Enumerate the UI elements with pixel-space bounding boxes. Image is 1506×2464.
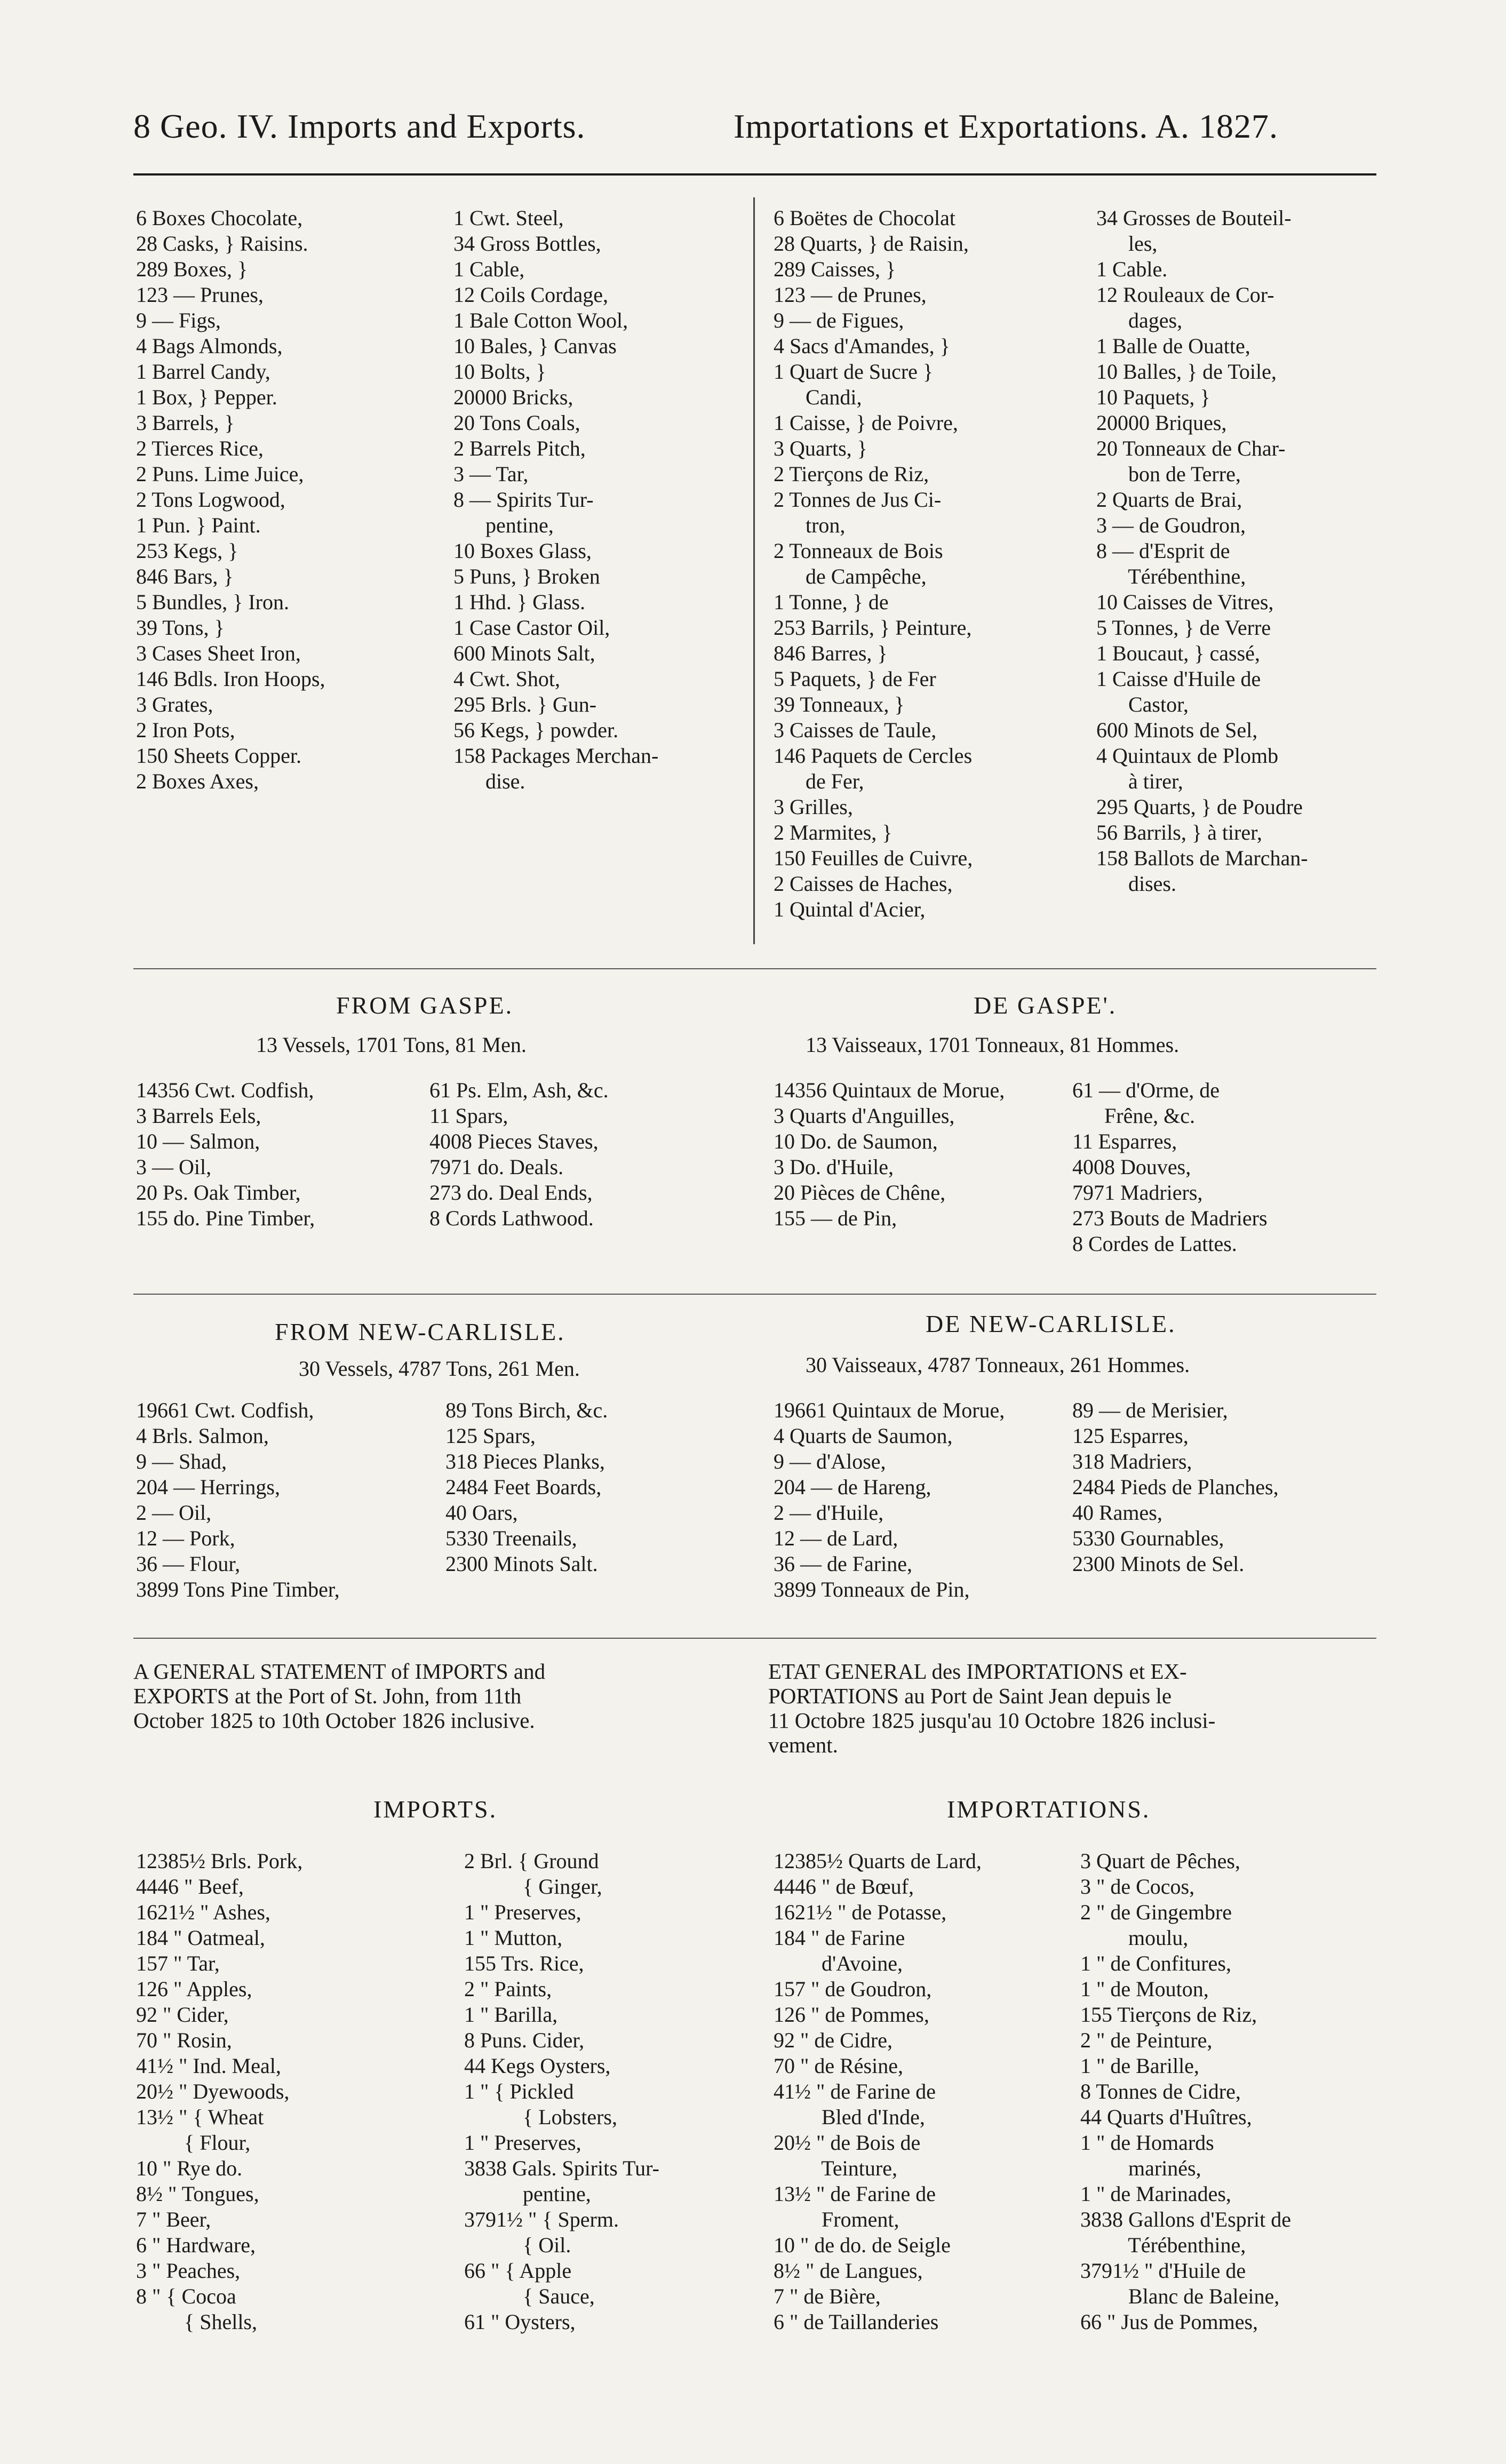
entry-line: 89 Tons Birch, &c. [445,1398,608,1422]
entry-line: 12 Coils Cordage, [453,283,608,307]
entry-line: 36 — Flour, [136,1552,241,1576]
entry-line: 123 — Prunes, [136,283,264,307]
entry-line: 1 " de Barille, [1080,2054,1199,2078]
entry-line: 20000 Bricks, [453,385,573,409]
entry-line: 3 Grilles, [774,795,853,819]
entry-line: 4 Cwt. Shot, [453,667,561,691]
entry-line: 1 Boucaut, } cassé, [1096,641,1260,665]
entry-line: 92 " de Cidre, [774,2028,893,2052]
entry-line: 253 Kegs, } [136,539,238,563]
entry-line: 3838 Gallons d'Esprit de [1080,2207,1291,2231]
entry-line: 1 " de Marinades, [1080,2182,1231,2206]
entry-line: 6 Boëtes de Chocolat [774,206,956,230]
entry-line: 13½ " { Wheat [136,2105,264,2129]
entry-line: 20½ " Dyewoods, [136,2079,290,2103]
entry-line: 12385½ Quarts de Lard, [774,1849,982,1873]
entry-line: 2300 Minots de Sel. [1072,1552,1245,1576]
entry-line: 7971 Madriers, [1072,1181,1203,1205]
entry-line: 4 Quarts de Saumon, [774,1424,953,1448]
entry-line: 3791½ " { Sperm. [464,2207,619,2231]
entry-line: ETAT GENERAL des IMPORTATIONS et EX- [768,1659,1187,1684]
entry-line: 10 Caisses de Vitres, [1096,590,1274,614]
entry-line: 8 " { Cocoa [136,2284,236,2308]
entry-line: 2 Tons Logwood, [136,488,285,512]
entry-line: 20½ " de Bois de [774,2131,921,2155]
entry-line: Bled d'Inde, [774,2105,925,2129]
gaspe-fr-col1 [774,1078,1094,1231]
entry-line: 10 — Salmon, [136,1129,260,1153]
imports-en-col1 [136,1848,467,2335]
entry-line: 204 — de Hareng, [774,1475,931,1499]
entry-line: 10 " de do. de Seigle [774,2233,951,2257]
entry-line: 10 Bales, } Canvas [453,334,617,358]
entry-line: 20 Pièces de Chêne, [774,1181,946,1205]
entry-line: 92 " Cider, [136,2003,229,2027]
entry-line: 318 Madriers, [1072,1449,1192,1473]
entry-line: 2 Quarts de Brai, [1096,488,1242,512]
entry-line: 2 Caisses de Haches, [774,872,953,896]
newcarlisle-en-col1 [136,1398,445,1602]
entry-line: 5 Tonnes, } de Verre [1096,616,1271,640]
entry-line: 3 Quart de Pêches, [1080,1849,1240,1873]
entry-line: { Sauce, [464,2284,595,2308]
entry-line: 1 Box, } Pepper. [136,385,277,409]
gaspe-sub-fr: 13 Vaisseaux, 1701 Tonneaux, 81 Hommes. [806,1033,1180,1057]
gaspe-title-en: FROM GASPE. [336,992,514,1019]
entry-line: 8 Cords Lathwood. [429,1206,594,1230]
entry-line: 10 Balles, } de Toile, [1096,360,1277,384]
entry-line: 41½ " Ind. Meal, [136,2054,281,2078]
entry-line: 1 Balle de Ouatte, [1096,334,1250,358]
entry-line: 126 " de Pommes, [774,2003,929,2027]
entry-line: 3 Caisses de Taule, [774,718,937,742]
gaspe-fr-col2 [1072,1078,1392,1257]
entry-line: EXPORTS at the Port of St. John, from 11th [133,1684,522,1708]
entry-line: 10 Boxes Glass, [453,539,592,563]
entry-line: bon de Terre, [1096,462,1241,486]
entry-line: dages, [1096,308,1183,332]
entry-line: 125 Spars, [445,1424,536,1448]
statement-en [133,1659,747,1733]
entry-line: 40 Oars, [445,1501,518,1525]
entry-line: 2 Marmites, } [774,820,893,844]
entry-line: 8½ " de Langues, [774,2259,923,2283]
entry-line: 1 Caisse d'Huile de [1096,667,1261,691]
entry-line: 1 Cable, [453,257,525,281]
entry-line: 2 Tonneaux de Bois [774,539,943,563]
entry-line: 2484 Feet Boards, [445,1475,602,1499]
gaspe-en-col1 [136,1078,435,1231]
entry-line: 4 Brls. Salmon, [136,1424,269,1448]
entry-line: 3838 Gals. Spirits Tur- [464,2156,659,2180]
entry-line: 1 Quintal d'Acier, [774,897,926,921]
entry-line: { Flour, [136,2131,251,2155]
section-rule [133,968,1376,969]
entry-line: 1 Barrel Candy, [136,360,270,384]
entry-line: 2 Boxes Axes, [136,769,259,793]
top-fr-col1 [774,205,1104,922]
entry-line: 1 " de Mouton, [1080,1977,1209,2001]
entry-line: 5330 Treenails, [445,1526,577,1550]
entry-line: 2 Brl. { Ground [464,1849,599,1873]
entry-line: 2 " de Gingembre [1080,1900,1232,1924]
entry-line: 12 Rouleaux de Cor- [1096,283,1274,307]
entry-line: 40 Rames, [1072,1501,1162,1525]
entry-line: 8 — d'Esprit de [1096,539,1230,563]
entry-line: 3791½ " d'Huile de [1080,2259,1246,2283]
entry-line: 4008 Douves, [1072,1155,1191,1179]
entry-line: 1621½ " Ashes, [136,1900,270,1924]
entry-line: 2 Barrels Pitch, [453,436,586,460]
entry-line: 273 Bouts de Madriers [1072,1206,1268,1230]
entry-line: Térébenthine, [1096,564,1246,588]
entry-line: 34 Gross Bottles, [453,232,601,256]
entry-line: { Ginger, [464,1875,602,1899]
section-rule [133,1294,1376,1295]
entry-line: 19661 Cwt. Codfish, [136,1398,314,1422]
entry-line: 2 Iron Pots, [136,718,235,742]
entry-line: 1 Case Castor Oil, [453,616,610,640]
imports-fr-col2 [1080,1848,1400,2335]
entry-line: 9 — de Figues, [774,308,904,332]
entry-line: 10 Do. de Saumon, [774,1129,938,1153]
entry-line: 9 — Shad, [136,1449,227,1473]
entry-line: 61 — d'Orme, de [1072,1078,1220,1102]
entry-line: 4 Quintaux de Plomb [1096,744,1279,768]
entry-line: 184 " Oatmeal, [136,1926,265,1950]
entry-line: 2 — Oil, [136,1501,212,1525]
section-rule [133,1638,1376,1639]
entry-line: pentine, [453,513,554,537]
entry-line: { Oil. [464,2233,571,2257]
entry-line: 34 Grosses de Bouteil- [1096,206,1292,230]
newcarlisle-title-fr: DE NEW-CARLISLE. [926,1310,1176,1337]
entry-line: 146 Paquets de Cercles [774,744,973,768]
top-fr-col2 [1096,205,1395,897]
entry-line: 2484 Pieds de Planches, [1072,1475,1279,1499]
entry-line: Candi, [774,385,862,409]
entry-line: 846 Bars, } [136,564,234,588]
entry-line: 3 Grates, [136,692,213,716]
entry-line: 155 do. Pine Timber, [136,1206,315,1230]
entry-line: 150 Feuilles de Cuivre, [774,846,973,870]
entry-line: dises. [1096,872,1176,896]
entry-line: 3 " de Cocos, [1080,1875,1195,1899]
entry-line: moulu, [1080,1926,1189,1950]
imports-fr-col1 [774,1848,1094,2335]
gaspe-en-col2 [429,1078,750,1231]
entry-line: à tirer, [1096,769,1183,793]
entry-line: 8 Cordes de Lattes. [1072,1232,1237,1256]
entry-line: 126 " Apples, [136,1977,252,2001]
newcarlisle-fr-col2 [1072,1398,1392,1577]
entry-line: 12 — Pork, [136,1526,235,1550]
entry-line: 1 Bale Cotton Wool, [453,308,628,332]
entry-line: 3 Do. d'Huile, [774,1155,894,1179]
entry-line: 2 " de Peinture, [1080,2028,1213,2052]
entry-line: 19661 Quintaux de Morue, [774,1398,1005,1422]
newcarlisle-sub-fr: 30 Vaisseaux, 4787 Tonneaux, 261 Hommes. [806,1353,1190,1377]
entry-line: 253 Barrils, } Peinture, [774,616,972,640]
entry-line: 3 Quarts d'Anguilles, [774,1104,955,1128]
entry-line: 155 — de Pin, [774,1206,897,1230]
entry-line: A GENERAL STATEMENT of IMPORTS and [133,1659,546,1684]
entry-line: 5 Bundles, } Iron. [136,590,289,614]
entry-line: 846 Barres, } [774,641,888,665]
entry-line: 2300 Minots Salt. [445,1552,598,1576]
entry-line: 7971 do. Deals. [429,1155,564,1179]
entry-line: 89 — de Merisier, [1072,1398,1228,1422]
entry-line: October 1825 to 10th October 1826 inclusive. [133,1708,535,1733]
entry-line: 1 Quart de Sucre } [774,360,934,384]
entry-line: 56 Kegs, } powder. [453,718,619,742]
entry-line: 6 " de Taillanderies [774,2310,939,2334]
entry-line: { Shells, [136,2310,257,2334]
entry-line: 10 Paquets, } [1096,385,1210,409]
entry-line: 10 " Rye do. [136,2156,243,2180]
entry-line: 1 " Preserves, [464,2131,581,2155]
entry-line: 56 Barrils, } à tirer, [1096,820,1262,844]
entry-line: 295 Brls. } Gun- [453,692,597,716]
imports-title-fr: IMPORTATIONS. [947,1796,1151,1823]
entry-line: Teinture, [774,2156,897,2180]
entry-line: 12 — de Lard, [774,1526,898,1550]
entry-line: 9 — d'Alose, [774,1449,886,1473]
entry-line: 4446 " de Bœuf, [774,1875,914,1899]
entry-line: 6 Boxes Chocolate, [136,206,303,230]
statement-fr [768,1659,1382,1757]
imports-title-en: IMPORTS. [373,1796,498,1823]
entry-line: tron, [774,513,846,537]
entry-line: 4446 " Beef, [136,1875,244,1899]
newcarlisle-sub-en: 30 Vessels, 4787 Tons, 261 Men. [299,1357,580,1381]
entry-line: 4 Sacs d'Amandes, } [774,334,950,358]
entry-line: 150 Sheets Copper. [136,744,301,768]
entry-line: 157 " Tar, [136,1951,220,1975]
entry-line: 3 Barrels Eels, [136,1104,261,1128]
entry-line: 4 Bags Almonds, [136,334,283,358]
newcarlisle-title-en: FROM NEW-CARLISLE. [275,1318,565,1345]
entry-line: 2 Tonnes de Jus Ci- [774,488,942,512]
entry-line: vement. [768,1733,838,1757]
entry-line: 5330 Gournables, [1072,1526,1224,1550]
entry-line: 1 Cable. [1096,257,1168,281]
entry-line: 66 " { Apple [464,2259,572,2283]
entry-line: 44 Quarts d'Huîtres, [1080,2105,1252,2129]
entry-line: 123 — de Prunes, [774,283,927,307]
entry-line: les, [1096,232,1158,256]
entry-line: 2 — d'Huile, [774,1501,884,1525]
entry-line: 125 Esparres, [1072,1424,1189,1448]
entry-line: 20000 Briques, [1096,411,1227,435]
entry-line: Froment, [774,2207,899,2231]
entry-line: 70 " Rosin, [136,2028,232,2052]
entry-line: 1 Cwt. Steel, [453,206,564,230]
entry-line: 4008 Pieces Staves, [429,1129,599,1153]
entry-line: 1 Caisse, } de Poivre, [774,411,958,435]
entry-line: 3899 Tonneaux de Pin, [774,1577,970,1601]
entry-line: 20 Tons Coals, [453,411,580,435]
entry-line: 1 " de Homards [1080,2131,1214,2155]
column-divider [753,197,755,944]
entry-line: 158 Ballots de Marchan- [1096,846,1308,870]
entry-line: 3899 Tons Pine Timber, [136,1577,340,1601]
entry-line: 41½ " de Farine de [774,2079,936,2103]
entry-line: 146 Bdls. Iron Hoops, [136,667,325,691]
entry-line: 184 " de Farine [774,1926,905,1950]
entry-line: 1 Tonne, } de [774,590,889,614]
entry-line: 1 " de Confitures, [1080,1951,1231,1975]
entry-line: 39 Tons, } [136,616,225,640]
entry-line: 157 " de Goudron, [774,1977,932,2001]
entry-line: 8 Puns. Cider, [464,2028,585,2052]
entry-line: 14356 Cwt. Codfish, [136,1078,314,1102]
entry-line: 11 Octobre 1825 jusqu'au 10 Octobre 1826 inclusi- [768,1708,1216,1733]
entry-line: 1 " { Pickled [464,2079,574,2103]
entry-line: 1 " Preserves, [464,1900,581,1924]
newcarlisle-en-col2 [445,1398,750,1577]
entry-line: de Campêche, [774,564,927,588]
gaspe-title-fr: DE GASPE'. [974,992,1117,1019]
entry-line: 8½ " Tongues, [136,2182,259,2206]
entry-line: 61 " Oysters, [464,2310,576,2334]
entry-line: 28 Quarts, } de Raisin, [774,232,969,256]
entry-line: 318 Pieces Planks, [445,1449,605,1473]
entry-line: 273 do. Deal Ends, [429,1181,593,1205]
entry-line: 39 Tonneaux, } [774,692,905,716]
entry-line: 1 Pun. } Paint. [136,513,261,537]
entry-line: 204 — Herrings, [136,1475,280,1499]
entry-line: Castor, [1096,692,1189,716]
entry-line: d'Avoine, [774,1951,903,1975]
entry-line: 3 — de Goudron, [1096,513,1246,537]
top-en-col2 [453,205,752,794]
imports-en-col2 [464,1848,752,2335]
entry-line: 289 Boxes, } [136,257,248,281]
entry-line: 6 " Hardware, [136,2233,256,2257]
entry-line: 70 " de Résine, [774,2054,903,2078]
entry-line: 61 Ps. Elm, Ash, &c. [429,1078,609,1102]
entry-line: 3 " Peaches, [136,2259,241,2283]
entry-line: 3 Barrels, } [136,411,235,435]
entry-line: Blanc de Baleine, [1080,2284,1280,2308]
entry-line: { Lobsters, [464,2105,617,2129]
entry-line: 20 Ps. Oak Timber, [136,1181,301,1205]
entry-line: 2 Tierces Rice, [136,436,264,460]
entry-line: 1 " Mutton, [464,1926,563,1950]
entry-line: 20 Tonneaux de Char- [1096,436,1286,460]
entry-line: 13½ " de Farine de [774,2182,936,2206]
entry-line: Térébenthine, [1080,2233,1246,2257]
entry-line: 2 " Paints, [464,1977,552,2001]
entry-line: 1 Hhd. } Glass. [453,590,585,614]
entry-line: 11 Spars, [429,1104,508,1128]
entry-line: 36 — de Farine, [774,1552,912,1576]
entry-line: 2 Puns. Lime Juice, [136,462,304,486]
entry-line: dise. [453,769,525,793]
entry-line: 7 " de Bière, [774,2284,881,2308]
entry-line: 44 Kegs Oysters, [464,2054,611,2078]
entry-line: 5 Paquets, } de Fer [774,667,936,691]
newcarlisle-fr-col1 [774,1398,1094,1602]
entry-line: 8 Tonnes de Cidre, [1080,2079,1241,2103]
entry-line: 600 Minots de Sel, [1096,718,1258,742]
header-right: Importations et Exportations. A. 1827. [734,107,1278,145]
entry-line: 14356 Quintaux de Morue, [774,1078,1005,1102]
entry-line: de Fer, [774,769,864,793]
entry-line: 158 Packages Merchan- [453,744,659,768]
entry-line: 28 Casks, } Raisins. [136,232,308,256]
entry-line: marinés, [1080,2156,1201,2180]
header-left: 8 Geo. IV. Imports and Exports. [133,107,586,145]
entry-line: 1621½ " de Potasse, [774,1900,947,1924]
top-en-col1 [136,205,456,794]
entry-line: 11 Esparres, [1072,1129,1177,1153]
entry-line: PORTATIONS au Port de Saint Jean depuis le [768,1684,1172,1708]
entry-line: 3 — Oil, [136,1155,212,1179]
entry-line: 155 Trs. Rice, [464,1951,584,1975]
entry-line: 5 Puns, } Broken [453,564,600,588]
entry-line: 10 Bolts, } [453,360,546,384]
gaspe-sub-en: 13 Vessels, 1701 Tons, 81 Men. [256,1033,527,1057]
entry-line: 12385½ Brls. Pork, [136,1849,303,1873]
entry-line: 3 — Tar, [453,462,529,486]
entry-line: 600 Minots Salt, [453,641,595,665]
entry-line: 7 " Beer, [136,2207,211,2231]
entry-line: 1 " Barilla, [464,2003,558,2027]
entry-line: 289 Caisses, } [774,257,896,281]
entry-line: 295 Quarts, } de Poudre [1096,795,1303,819]
entry-line: 3 Quarts, } [774,436,867,460]
entry-line: 3 Cases Sheet Iron, [136,641,301,665]
entry-line: 2 Tierçons de Riz, [774,462,929,486]
entry-line: Frêne, &c. [1072,1104,1195,1128]
entry-line: 66 " Jus de Pommes, [1080,2310,1258,2334]
entry-line: 155 Tierçons de Riz, [1080,2003,1257,2027]
header-rule [133,173,1376,176]
entry-line: 8 — Spirits Tur- [453,488,594,512]
entry-line: pentine, [464,2182,591,2206]
entry-line: 9 — Figs, [136,308,221,332]
